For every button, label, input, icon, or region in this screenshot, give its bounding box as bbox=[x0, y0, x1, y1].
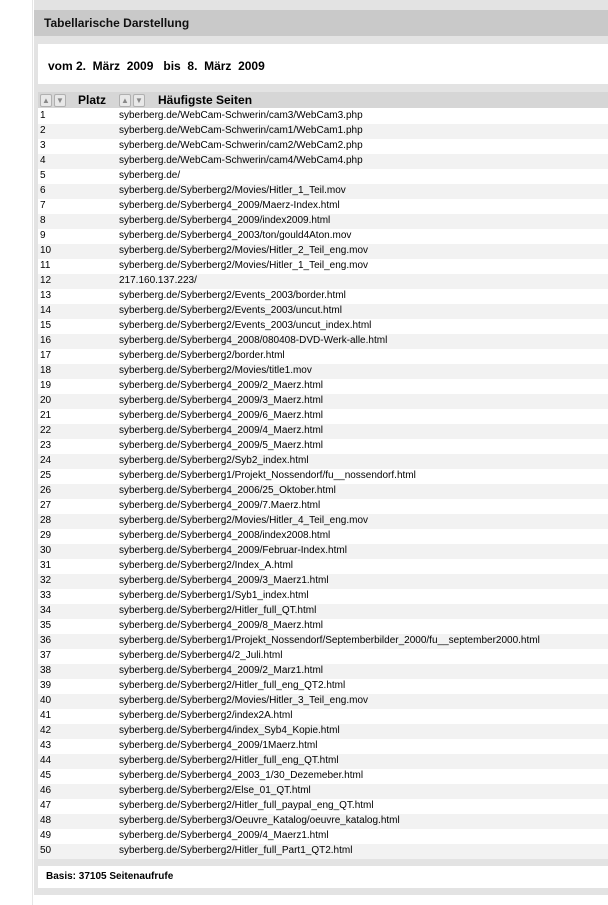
table-row bbox=[38, 829, 608, 844]
table-row bbox=[38, 619, 608, 634]
page-cell: syberberg.de/Syberberg2/Movies/Hitler_1_Teil.mov bbox=[119, 185, 346, 196]
page-cell: syberberg.de/Syberberg2/Events_2003/uncut.html bbox=[119, 305, 342, 316]
page-cell: syberberg.de/Syberberg2/Movies/Hitler_4_Teil_eng.mov bbox=[119, 515, 369, 526]
table-row bbox=[38, 724, 608, 739]
page-cell: syberberg.de/Syberberg1/Syb1_index.html bbox=[119, 590, 309, 601]
page-cell: syberberg.de/Syberberg1/Projekt_Nossendorf/Septemberbilder_2000/fu__september2000.html bbox=[119, 635, 540, 646]
table-row bbox=[38, 604, 608, 619]
rank-cell: 45 bbox=[40, 770, 52, 781]
table-row bbox=[38, 439, 608, 454]
rank-cell: 10 bbox=[40, 245, 52, 256]
rank-cell: 20 bbox=[40, 395, 52, 406]
rank-cell: 30 bbox=[40, 545, 52, 556]
page-cell: syberberg.de/Syberberg2/Movies/Hitler_1_Teil_eng.mov bbox=[119, 260, 369, 271]
page-cell: syberberg.de/Syberberg2/Movies/Hitler_2_Teil_eng.mov bbox=[119, 245, 369, 256]
page-cell: syberberg.de/Syberberg4_2009/8_Maerz.html bbox=[119, 620, 324, 631]
table-row bbox=[38, 319, 608, 334]
page-cell: syberberg.de/Syberberg2/Hitler_full_eng_QT2.html bbox=[119, 680, 346, 691]
rank-cell: 37 bbox=[40, 650, 52, 661]
table-row bbox=[38, 799, 608, 814]
rank-cell: 46 bbox=[40, 785, 52, 796]
rank-cell: 1 bbox=[40, 110, 46, 121]
panel-title: Tabellarische Darstellung bbox=[44, 16, 190, 30]
sort-up-icon[interactable]: ▲ bbox=[119, 94, 131, 107]
table-row bbox=[38, 679, 608, 694]
left-border bbox=[32, 0, 33, 905]
table-row bbox=[38, 484, 608, 499]
rank-cell: 34 bbox=[40, 605, 52, 616]
page-cell: syberberg.de/Syberberg4_2009/3_Maerz1.html bbox=[119, 575, 329, 586]
rank-cell: 6 bbox=[40, 185, 46, 196]
page-cell: syberberg.de/Syberberg4_2009/2_Marz1.html bbox=[119, 665, 324, 676]
table-row bbox=[38, 229, 608, 244]
page-cell: syberberg.de/Syberberg4_2009/7.Maerz.html bbox=[119, 500, 321, 511]
rank-cell: 18 bbox=[40, 365, 52, 376]
table-row bbox=[38, 214, 608, 229]
rank-cell: 9 bbox=[40, 230, 46, 241]
table-row bbox=[38, 304, 608, 319]
rank-cell: 47 bbox=[40, 800, 52, 811]
table-row bbox=[38, 694, 608, 709]
rank-cell: 14 bbox=[40, 305, 52, 316]
table-row bbox=[38, 139, 608, 154]
page-cell: syberberg.de/Syberberg2/Else_01_QT.html bbox=[119, 785, 311, 796]
page-cell: syberberg.de/Syberberg4_2009/Maerz-Index.html bbox=[119, 200, 340, 211]
page-cell: syberberg.de/Syberberg4_2009/2_Maerz.html bbox=[119, 380, 324, 391]
rank-cell: 29 bbox=[40, 530, 52, 541]
table-row bbox=[38, 109, 608, 124]
page-cell: syberberg.de/Syberberg2/Hitler_full_QT.html bbox=[119, 605, 317, 616]
rank-cell: 50 bbox=[40, 845, 52, 856]
rank-cell: 35 bbox=[40, 620, 52, 631]
table-row bbox=[38, 784, 608, 799]
table-row bbox=[38, 649, 608, 664]
page-cell: syberberg.de/Syberberg4_2009/6_Maerz.html bbox=[119, 410, 324, 421]
page-cell: syberberg.de/Syberberg4/2_Juli.html bbox=[119, 650, 283, 661]
table-row bbox=[38, 169, 608, 184]
page-cell: syberberg.de/WebCam-Schwerin/cam1/WebCam1.php bbox=[119, 125, 363, 136]
rank-cell: 41 bbox=[40, 710, 52, 721]
rank-cell: 28 bbox=[40, 515, 52, 526]
table-row bbox=[38, 394, 608, 409]
rank-cell: 16 bbox=[40, 335, 52, 346]
table-row bbox=[38, 184, 608, 199]
rank-cell: 19 bbox=[40, 380, 52, 391]
page-cell: syberberg.de/Syberberg2/index2A.html bbox=[119, 710, 293, 721]
page-cell: 217.160.137.223/ bbox=[119, 275, 197, 286]
table-row bbox=[38, 259, 608, 274]
sort-down-icon[interactable]: ▼ bbox=[54, 94, 66, 107]
page-cell: syberberg.de/Syberberg4_2009/index2009.html bbox=[119, 215, 331, 226]
rank-cell: 2 bbox=[40, 125, 46, 136]
table-row bbox=[38, 574, 608, 589]
rank-cell: 17 bbox=[40, 350, 52, 361]
page-cell: syberberg.de/Syberberg4_2009/4_Maerz1.html bbox=[119, 830, 329, 841]
rank-cell: 4 bbox=[40, 155, 46, 166]
page-cell: syberberg.de/Syberberg2/Movies/Hitler_3_Teil_eng.mov bbox=[119, 695, 369, 706]
sort-rank-control[interactable] bbox=[40, 94, 66, 106]
page-cell: syberberg.de/Syberberg2/Hitler_full_Part1_QT2.html bbox=[119, 845, 353, 856]
page-cell: syberberg.de/Syberberg4_2003/ton/gould4Aton.mov bbox=[119, 230, 352, 241]
rank-cell: 22 bbox=[40, 425, 52, 436]
table-row bbox=[38, 514, 608, 529]
page-cell: syberberg.de/Syberberg4_2009/5_Maerz.html bbox=[119, 440, 324, 451]
page-cell: syberberg.de/ bbox=[119, 170, 181, 181]
column-header-page[interactable]: Häufigste Seiten bbox=[158, 93, 253, 107]
rank-cell: 15 bbox=[40, 320, 52, 331]
rank-cell: 26 bbox=[40, 485, 52, 496]
rank-cell: 48 bbox=[40, 815, 52, 826]
page-cell: syberberg.de/Syberberg2/Events_2003/border.html bbox=[119, 290, 346, 301]
page-cell: syberberg.de/WebCam-Schwerin/cam3/WebCam3.php bbox=[119, 110, 363, 121]
rank-cell: 13 bbox=[40, 290, 52, 301]
page-cell: syberberg.de/Syberberg2/border.html bbox=[119, 350, 285, 361]
table-row bbox=[38, 544, 608, 559]
page-cell: syberberg.de/Syberberg3/Oeuvre_Katalog/oeuvre_katalog.html bbox=[119, 815, 400, 826]
table-row bbox=[38, 559, 608, 574]
table-row bbox=[38, 424, 608, 439]
sort-page-control[interactable] bbox=[119, 94, 145, 106]
rank-cell: 24 bbox=[40, 455, 52, 466]
page-cell: syberberg.de/Syberberg2/Events_2003/uncut_index.html bbox=[119, 320, 372, 331]
table-row bbox=[38, 664, 608, 679]
rank-cell: 7 bbox=[40, 200, 46, 211]
page-cell: syberberg.de/Syberberg4_2008/index2008.html bbox=[119, 530, 331, 541]
footer-row bbox=[38, 866, 608, 888]
table-row bbox=[38, 709, 608, 724]
rank-cell: 33 bbox=[40, 590, 52, 601]
table-row bbox=[38, 379, 608, 394]
table-row bbox=[38, 244, 608, 259]
page-cell: syberberg.de/Syberberg4_2008/080408-DVD-Werk-alle.html bbox=[119, 335, 388, 346]
sort-up-icon[interactable]: ▲ bbox=[40, 94, 52, 107]
page-cell: syberberg.de/Syberberg2/Hitler_full_paypal_eng_QT.html bbox=[119, 800, 374, 811]
table-row bbox=[38, 814, 608, 829]
top-pages-table bbox=[38, 92, 608, 858]
table-row bbox=[38, 124, 608, 139]
rank-cell: 39 bbox=[40, 680, 52, 691]
date-range-row bbox=[38, 44, 608, 84]
table-row bbox=[38, 844, 608, 859]
page-cell: syberberg.de/Syberberg4_2006/25_Oktober.html bbox=[119, 485, 336, 496]
page-cell: syberberg.de/Syberberg4_2009/Februar-Index.html bbox=[119, 545, 347, 556]
rank-cell: 5 bbox=[40, 170, 46, 181]
page-cell: syberberg.de/Syberberg4_2003_1/30_Dezemeber.html bbox=[119, 770, 364, 781]
table-row bbox=[38, 199, 608, 214]
column-header-rank[interactable]: Platz bbox=[78, 93, 107, 107]
page-cell: syberberg.de/WebCam-Schwerin/cam4/WebCam4.php bbox=[119, 155, 363, 166]
sort-down-icon[interactable]: ▼ bbox=[133, 94, 145, 107]
rank-cell: 8 bbox=[40, 215, 46, 226]
table-row bbox=[38, 454, 608, 469]
page-cell: syberberg.de/Syberberg2/Movies/title1.mov bbox=[119, 365, 312, 376]
rank-cell: 44 bbox=[40, 755, 52, 766]
table-row bbox=[38, 499, 608, 514]
table-row bbox=[38, 289, 608, 304]
page-cell: syberberg.de/Syberberg4_2009/1Maerz.html bbox=[119, 740, 318, 751]
table-row bbox=[38, 469, 608, 484]
rank-cell: 12 bbox=[40, 275, 52, 286]
rank-cell: 11 bbox=[40, 260, 51, 271]
rank-cell: 38 bbox=[40, 665, 52, 676]
page-cell: syberberg.de/Syberberg2/Hitler_full_eng_QT.html bbox=[119, 755, 339, 766]
rank-cell: 21 bbox=[40, 410, 52, 421]
rank-cell: 31 bbox=[40, 560, 52, 571]
table-row bbox=[38, 409, 608, 424]
rank-cell: 23 bbox=[40, 440, 52, 451]
table-row bbox=[38, 589, 608, 604]
rank-cell: 42 bbox=[40, 725, 52, 736]
table-row bbox=[38, 349, 608, 364]
rank-cell: 40 bbox=[40, 695, 52, 706]
panel-header bbox=[34, 10, 608, 36]
table-row bbox=[38, 274, 608, 289]
rank-cell: 32 bbox=[40, 575, 52, 586]
page-cell: syberberg.de/Syberberg2/Index_A.html bbox=[119, 560, 293, 571]
rank-cell: 43 bbox=[40, 740, 52, 751]
rank-cell: 25 bbox=[40, 470, 52, 481]
page-cell: syberberg.de/Syberberg1/Projekt_Nossendorf/fu__nossendorf.html bbox=[119, 470, 416, 481]
table-row bbox=[38, 769, 608, 784]
page-cell: syberberg.de/Syberberg2/Syb2_index.html bbox=[119, 455, 309, 466]
rank-cell: 49 bbox=[40, 830, 52, 841]
page-cell: syberberg.de/Syberberg4/index_Syb4_Kopie.html bbox=[119, 725, 340, 736]
table-row bbox=[38, 739, 608, 754]
table-row bbox=[38, 529, 608, 544]
table-row bbox=[38, 154, 608, 169]
rank-cell: 27 bbox=[40, 500, 52, 511]
rank-cell: 3 bbox=[40, 140, 46, 151]
table-row bbox=[38, 334, 608, 349]
page-cell: syberberg.de/Syberberg4_2009/4_Maerz.html bbox=[119, 425, 324, 436]
page-cell: syberberg.de/WebCam-Schwerin/cam2/WebCam2.php bbox=[119, 140, 363, 151]
date-range-text: vom 2. März 2009 bis 8. März 2009 bbox=[48, 59, 265, 73]
rank-cell: 36 bbox=[40, 635, 52, 646]
table-row bbox=[38, 364, 608, 379]
table-header bbox=[38, 92, 608, 108]
page-cell: syberberg.de/Syberberg4_2009/3_Maerz.html bbox=[119, 395, 324, 406]
basis-text: Basis: 37105 Seitenaufrufe bbox=[46, 871, 174, 882]
table-row bbox=[38, 754, 608, 769]
table-row bbox=[38, 634, 608, 649]
